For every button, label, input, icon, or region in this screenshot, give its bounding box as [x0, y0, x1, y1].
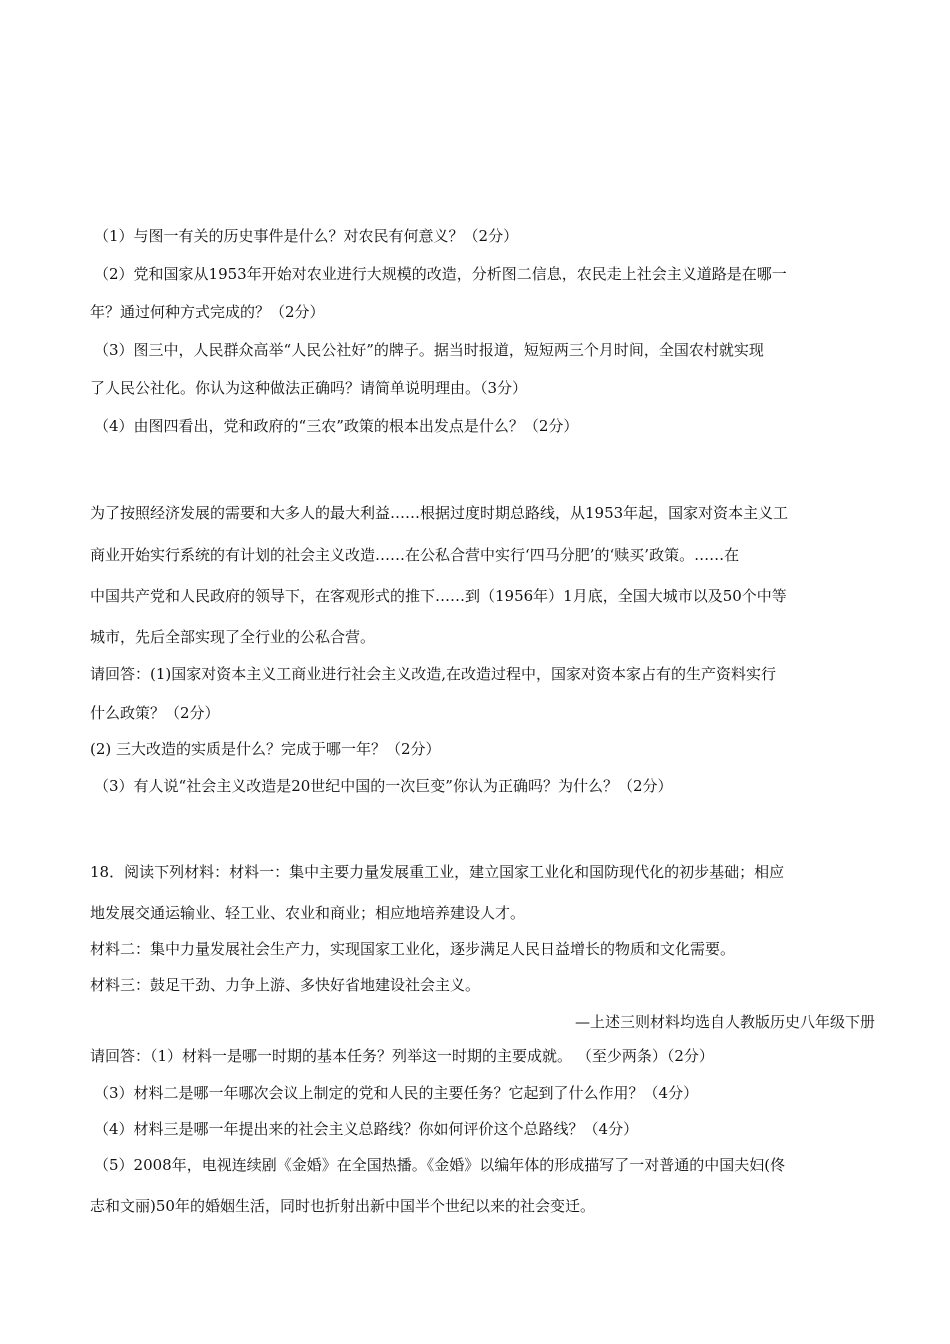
question-2-2: (2) 三大改造的实质是什么？完成于哪一年？（2分）	[90, 740, 441, 758]
material-3: 材料三：鼓足干劲、力争上游、多快好省地建设社会主义。	[90, 976, 481, 994]
material-line-4: 城市，先后全部实现了全行业的公私合营。	[90, 628, 376, 646]
question-1-2-line2: 年？通过何种方式完成的？（2分）	[90, 303, 325, 321]
question-1-3-line1: （3）图三中，人民群众高举“人民公社好”的牌子。据当时报道，短短两三个月时间，全国农村就实现	[94, 341, 764, 359]
question-18-1: 请回答：（1）材料一是哪一时期的基本任务？列举这一时期的主要成就。 （至少两条）（2分）	[90, 1047, 714, 1065]
question-1-1: （1）与图一有关的历史事件是什么？对农民有何意义？（2分）	[94, 227, 519, 245]
question-2-1-line1: 请回答：(1)国家对资本主义工商业进行社会主义改造,在改造过程中，国家对资本家占有的生产资料实行	[90, 665, 777, 683]
material-line-3: 中国共产党和人民政府的领导下，在客观形式的推下……到（1956年）1月底，全国大城市以及50个中等	[90, 587, 787, 605]
question-18-4: （4）材料三是哪一年提出来的社会主义总路线？你如何评价这个总路线？（4分）	[94, 1120, 639, 1138]
question-2-3: （3）有人说“社会主义改造是20世纪中国的一次巨变”你认为正确吗？为什么？（2分）	[94, 777, 673, 795]
question-1-4: （4）由图四看出，党和政府的“三农”政策的根本出发点是什么？（2分）	[94, 417, 579, 435]
material-source: —上述三则材料均选自人教版历史八年级下册	[575, 1013, 876, 1031]
question-18-intro-line1: 18．阅读下列材料：材料一：集中主要力量发展重工业，建立国家工业化和国防现代化的初步基础；相应	[90, 863, 785, 881]
question-18-5-line2: 志和文丽)50年的婚姻生活，同时也折射出新中国半个世纪以来的社会变迁。	[90, 1197, 595, 1215]
material-2: 材料二：集中力量发展社会生产力，实现国家工业化，逐步满足人民日益增长的物质和文化需要。	[90, 940, 736, 958]
question-1-3-line2: 了人民公社化。你认为这种做法正确吗？请简单说明理由。（3分）	[90, 379, 528, 397]
question-18-5-line1: （5）2008年，电视连续剧《金婚》在全国热播。《金婚》以编年体的形成描写了一对普通的中国夫妇(佟	[94, 1156, 786, 1174]
question-18-3: （3）材料二是哪一年哪次会议上制定的党和人民的主要任务？它起到了什么作用？（4分）	[94, 1084, 699, 1102]
question-18-intro-line2: 地发展交通运输业、轻工业、农业和商业；相应地培养建设人才。	[90, 904, 526, 922]
material-line-2: 商业开始实行系统的有计划的社会主义改造……在公私合营中实行‘四马分肥’的‘赎买’政策。……在	[90, 546, 740, 564]
material-line-1: 为了按照经济发展的需要和大多人的最大利益……根据过度时期总路线，从1953年起，国家对资本主义工	[90, 504, 789, 522]
question-2-1-line2: 什么政策？（2分）	[90, 704, 220, 722]
question-1-2-line1: （2）党和国家从1953年开始对农业进行大规模的改造，分析图二信息，农民走上社会主义道路是在哪一	[94, 265, 787, 283]
